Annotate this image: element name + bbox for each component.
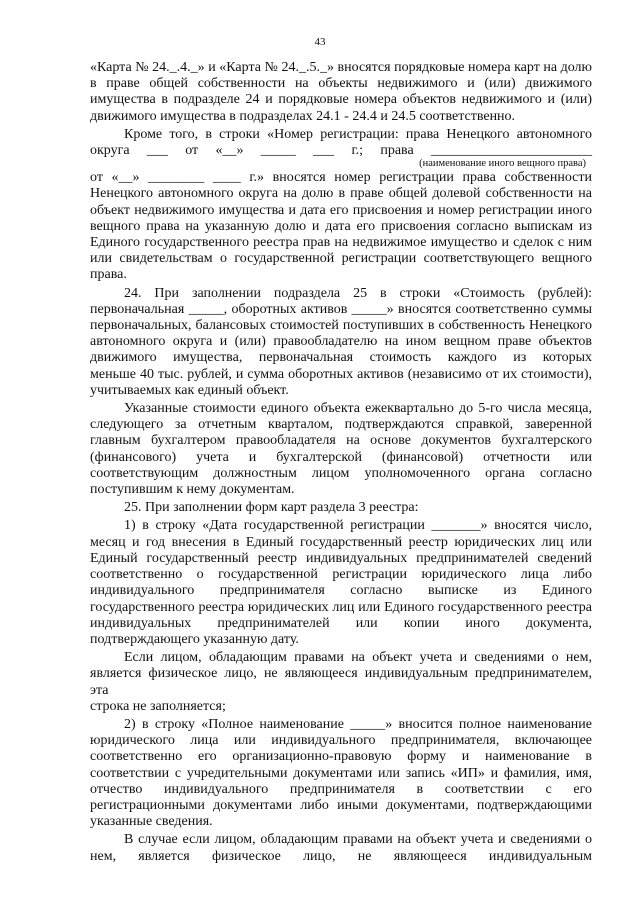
text-line: вещного права на указанную долю и дата его присвоения согласно выпискам из (90, 218, 592, 234)
text-line: соответственно его организационно-правовую форму и наименование в (90, 749, 592, 765)
paragraph-quarterly-values (90, 401, 592, 498)
text-line: соответствии с учредительными документами или запись «ИП» и фамилия, имя, (90, 765, 592, 781)
text-line: учитываемых как единый объект. (90, 382, 289, 398)
text-line: юридического лица или индивидуального предпринимателя, включающее (90, 733, 592, 749)
paragraph-map-numbers (90, 60, 592, 125)
text-line: Единого государственного реестра прав на недвижимое имущество и сделок с ним (90, 235, 592, 251)
text-line: меньше 40 тыс. рублей, и сумма оборотных активов (независимо от их стоимости), (90, 366, 592, 382)
text-line: 2) в строку «Полное наименование _____» вносится полное наименование (124, 716, 592, 732)
text-line: Кроме того, в строки «Номер регистрации: права Ненецкого автономного (124, 126, 592, 142)
text-line: округа ___ от «__» _____ ___ г.; права _______________________ (90, 143, 592, 159)
text-line: права. (90, 267, 127, 283)
text-line: 1) в строку «Дата государственной регистрации _______» вносятся число, (124, 518, 592, 534)
text-line: объект недвижимого имущества и дата его присвоения и номер регистрации иного (90, 202, 592, 218)
paragraph-registration-number (90, 127, 592, 159)
field-caption: (наименование иного вещного права) (419, 158, 586, 170)
paragraph-individual-case (90, 832, 592, 864)
text-line: от «__» ________ ____ г.» вносятся номер регистрации права собственности (90, 170, 592, 186)
text-line: Если лицом, обладающим правами на объект учета и сведениями о нем, (124, 650, 592, 666)
document-body (90, 60, 592, 865)
text-line: первоначальных, балансовых стоимостей поступивших в собственность Ненецкого (90, 318, 592, 334)
text-line: или свидетельствам о государственной регистрации соответствующего вещного (90, 251, 592, 267)
text-line: (финансового) учета и бухгалтерской (финансовой) отчетности или (90, 449, 592, 465)
text-line: Указанные стоимости единого объекта ежеквартально до 5-го числа месяца, (124, 401, 592, 417)
text-line: индивидуального предпринимателя согласно выписке из Единого (90, 583, 592, 599)
text-line: соответственно о государственной регистрации юридического лица либо (90, 567, 592, 583)
text-line: имущества в подразделе 24 и порядковые номера объектов недвижимого и (или) (90, 92, 592, 108)
paragraph-item-24 (90, 286, 592, 399)
text-line: месяц и год внесения в Единый государственный реестр юридических лиц или (90, 534, 592, 550)
text-line: поступившим к нему документам. (90, 482, 295, 498)
text-line: отчество индивидуального предпринимателя в соответствии с его (90, 781, 592, 797)
text-line: государственного реестра юридических лиц или Единого государственного реестра (90, 599, 592, 615)
text-line: Ненецкого автономного округа на долю в праве общей долевой собственности на (90, 186, 592, 202)
text-line: движимого имущества, первоначальная стоимость каждого из которых (90, 350, 592, 366)
paragraph-registration-details (90, 170, 592, 283)
text-line: главным бухгалтером правообладателя на основе документов бухгалтерского (90, 433, 592, 449)
text-line: движимого имущества в подразделах 24.1 - 24.4 и 24.5 соответственно. (90, 108, 516, 124)
paragraph-subitem-1 (90, 518, 592, 648)
text-line: автономного округа и (или) правообладателю на ином вещном праве объектов (90, 334, 592, 350)
text-line: является физическое лицо, не являющееся индивидуальным предпринимателем, эта (90, 666, 592, 698)
text-line: регистрационными документами либо иными документами, подтверждающими (90, 797, 592, 813)
text-line: соответствующим должностным лицом уполномоченного органа согласно (90, 465, 592, 481)
text-line: В случае если лицом, обладающим правами на объект учета и сведениями о (124, 832, 592, 848)
text-line: строка не заполняется; (90, 698, 226, 714)
text-line: «Карта № 24._.4._» и «Карта № 24._.5._» вносятся порядковые номера карт на долю (90, 60, 592, 75)
paragraph-item-25 (90, 500, 592, 516)
text-line: следующего за отчетным кварталом, подтверждаются справкой, заверенной (90, 417, 592, 433)
text-line: в праве общей собственности на объекты недвижимого и (или) движимого (90, 76, 592, 92)
page-number: 43 (314, 36, 326, 48)
paragraph-individual-exception (90, 650, 592, 715)
paragraph-subitem-2 (90, 717, 592, 830)
text-line: указанные сведения. (90, 814, 213, 830)
text-line: 25. При заполнении форм карт раздела 3 реестра: (124, 500, 419, 516)
text-line: подтверждающего указанную дату. (90, 631, 299, 647)
text-line: 24. При заполнении подраздела 25 в строки «Стоимость (рублей): (124, 285, 592, 301)
text-line: Единый государственный реестр индивидуальных предпринимателей сведений (90, 550, 592, 566)
text-line: индивидуальных предпринимателей или копии иного документа, (90, 615, 592, 631)
text-line: первоначальная _____, оборотных активов _____» вносятся соответственно суммы (90, 301, 592, 317)
text-line: нем, является физическое лицо, не являющееся индивидуальным (90, 848, 592, 864)
